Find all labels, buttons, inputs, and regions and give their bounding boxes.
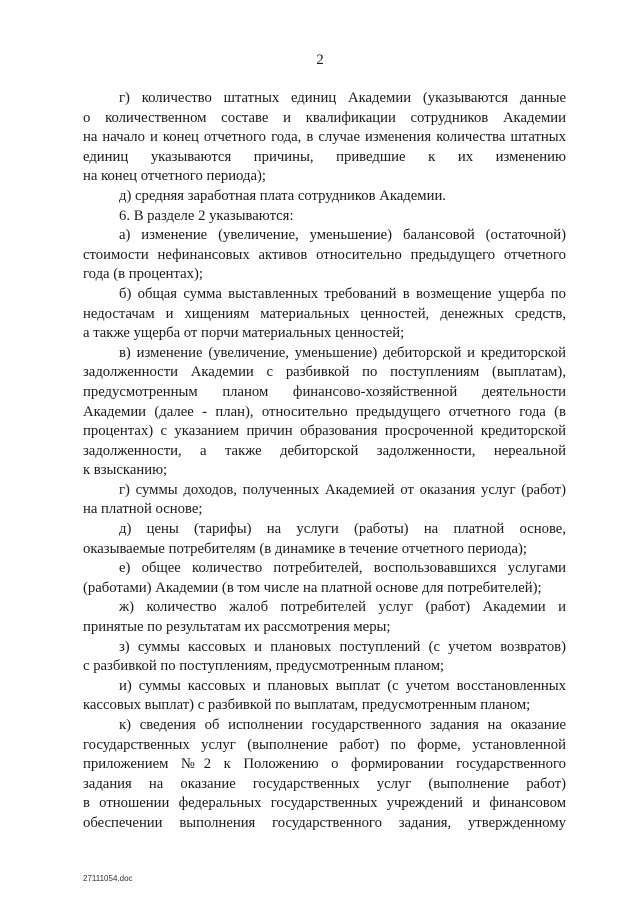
text-line: принятые по результатам их рассмотрения меры; bbox=[83, 619, 391, 636]
text-line: д) цены (тарифы) на услуги (работы) на платной основе, bbox=[119, 521, 566, 538]
page-number: 2 bbox=[316, 52, 324, 68]
text-line: а) изменение (увеличение, уменьшение) балансовой (остаточной) bbox=[119, 227, 566, 244]
text-line: 6. В разделе 2 указываются: bbox=[119, 207, 294, 224]
text-line: задолженности, а также дебиторской задолженности, нереальной bbox=[83, 442, 566, 459]
text-line: оказываемые потребителям (в динамике в течение отчетного периода); bbox=[83, 540, 527, 557]
text-line: в) изменение (увеличение, уменьшение) дебиторской и кредиторской bbox=[119, 344, 566, 361]
text-line: к взысканию; bbox=[83, 462, 168, 479]
text-line: Академии (далее - план), относительно предыдущего отчетного года (в bbox=[83, 403, 566, 420]
text-line: предусмотренным планом финансово-хозяйственной деятельности bbox=[83, 383, 566, 400]
text-line: процентах) с указанием причин образования просроченной кредиторской bbox=[83, 423, 566, 440]
text-line: г) суммы доходов, полученных Академией от оказания услуг (работ) bbox=[119, 481, 566, 498]
text-line: задания на оказание государственных услуг (выполнение работ) bbox=[83, 775, 566, 792]
document-body bbox=[83, 89, 566, 834]
text-line: к) сведения об исполнении государственного задания на оказание bbox=[119, 717, 566, 733]
text-line: в отношении федеральных государственных учреждений и финансовом bbox=[83, 795, 566, 812]
text-line: (работами) Академии (в том числе на платной основе для потребителей); bbox=[83, 579, 542, 596]
text-line: единиц указываются причины, приведшие к их изменению bbox=[83, 148, 566, 165]
text-line: стоимости нефинансовых активов относительно предыдущего отчетного bbox=[83, 246, 566, 263]
text-line: д) средняя заработная плата сотрудников Академии. bbox=[119, 187, 446, 204]
text-line: обеспечении выполнения государственного задания, утвержденному bbox=[83, 814, 566, 831]
text-line: на начало и конец отчетного года, в случае изменения количества штатных bbox=[83, 129, 566, 146]
text-line: с разбивкой по поступлениям, предусмотренным планом; bbox=[83, 658, 445, 675]
text-line: б) общая сумма выставленных требований в возмещение ущерба по bbox=[119, 285, 566, 302]
text-line: года (в процентах); bbox=[83, 266, 203, 283]
text-line: приложением №2 к Положению о формировании государственного bbox=[83, 756, 566, 773]
text-line: недостачам и хищениям материальных ценностей, денежных средств, bbox=[83, 305, 566, 322]
text-line: з) суммы кассовых и плановых поступлений (с учетом возвратов) bbox=[119, 638, 566, 655]
text-line: ж) количество жалоб потребителей услуг (работ) Академии и bbox=[119, 599, 566, 616]
text-line: и) суммы кассовых и плановых выплат (с учетом восстановленных bbox=[119, 677, 566, 694]
text-line: о количественном составе и квалификации сотрудников Академии bbox=[83, 109, 566, 126]
text-line: задолженности Академии с разбивкой по поступлениям (выплатам), bbox=[83, 364, 566, 381]
text-line: а также ущерба от порчи материальных ценностей; bbox=[83, 325, 405, 342]
text-line: е) общее количество потребителей, воспользовавшихся услугами bbox=[119, 560, 566, 577]
document-filename: 27111054.doc bbox=[83, 874, 133, 883]
text-line: г) количество штатных единиц Академии (указываются данные bbox=[119, 90, 566, 106]
text-line: государственных услуг (выполнение работ) по форме, установленной bbox=[83, 736, 566, 753]
text-line: на платной основе; bbox=[83, 501, 203, 518]
text-line: кассовых выплат) с разбивкой по выплатам, предусмотренным планом; bbox=[83, 697, 531, 714]
text-line: на конец отчетного периода); bbox=[83, 168, 266, 185]
